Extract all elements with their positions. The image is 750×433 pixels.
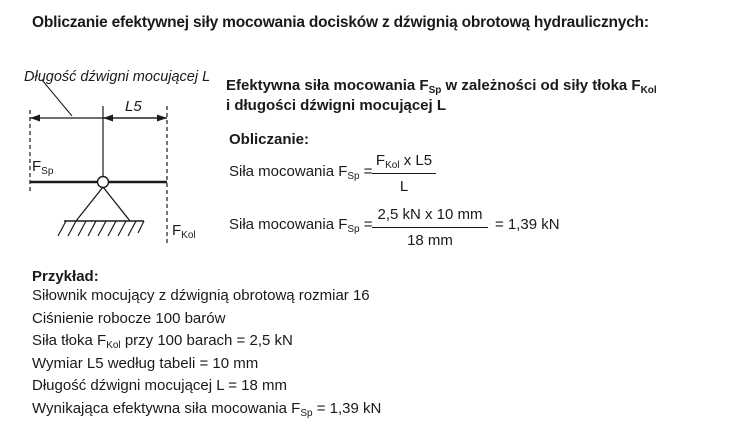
example-label: Przykład:: [32, 268, 99, 285]
pivot-circle: [98, 177, 109, 188]
formula1-fraction: [372, 152, 436, 196]
formula1-denominator: L: [399, 178, 409, 195]
ground-hatching: [58, 221, 144, 236]
formula1-numerator: $F_{Kol}$ x L5: [375, 152, 433, 171]
example-line-actuator: Siłownik mocujący z dźwignią obrotową rozmiar 16: [32, 287, 370, 304]
lever-length-label: Długość dźwigni mocującej L: [24, 69, 211, 85]
support-right-edge: [103, 187, 130, 221]
example-line-l5: Wymiar L5 według tabeli = 10 mm: [32, 354, 259, 372]
formula2-fraction-bar: [372, 227, 488, 228]
formula1-fraction-bar: [372, 173, 436, 174]
effective-force-heading-line2: i długości dźwigni mocującej L: [226, 97, 447, 114]
effective-force-heading-line1: Efektywna siła mocowania $F_{Sp}$ w zależności od siły tłoka $F_{Kol}$: [226, 77, 657, 96]
formula2-numerator: 2,5 kN x 10 mm: [377, 206, 483, 223]
lever-diagram-svg: [12, 58, 217, 248]
example-line-lever-length: Długość dźwigni mocującej L = 18 mm: [32, 377, 287, 394]
formula2-result: = 1,39 kN: [495, 216, 560, 233]
example-line-pressure: Ciśnienie robocze 100 barów: [32, 309, 226, 327]
formula2-fraction: [372, 206, 488, 250]
formula2-lhs: Siła mocowania $F_{Sp}$ =: [229, 216, 373, 235]
support-left-edge: [76, 187, 103, 221]
formula1-lhs: Siła mocowania $F_{Sp}$ =: [229, 163, 373, 182]
l5-label: L5: [125, 98, 142, 115]
example-block: [32, 285, 381, 420]
example-line-result: Wynikająca efektywna siła mocowania $F_{Sp} = 1,39$ kN: [32, 399, 382, 419]
formula2-denominator: 18 mm: [407, 232, 453, 249]
l5-arrowhead: [103, 115, 113, 122]
calculation-label: Obliczanie:: [229, 131, 310, 148]
page-title: Obliczanie efektywnej siły mocowania docisków z dźwignią obrotową hydraulicznych:: [32, 14, 649, 31]
arrowhead-left: [30, 115, 40, 122]
fkol-diagram-label: $F_{Kol}$: [172, 222, 196, 241]
example-line-piston-force: Siła tłoka $F_{Kol}$ przy 100 barach = 2,5 kN: [32, 332, 293, 351]
fsp-diagram-label: $F_{Sp}$: [32, 158, 54, 177]
